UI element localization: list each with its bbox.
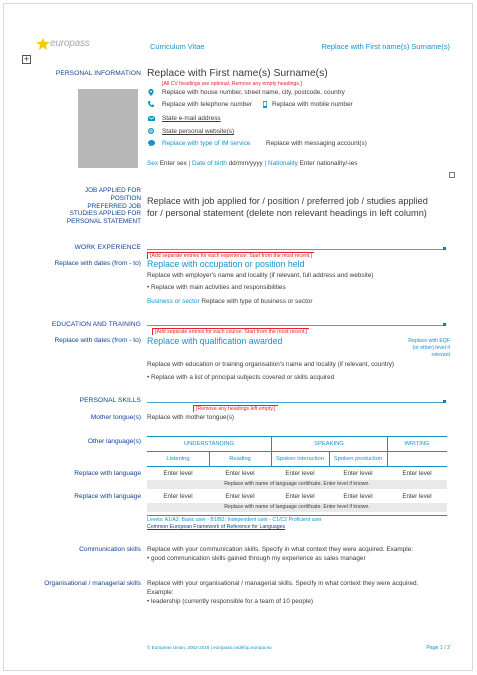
nationality-label: Nationality	[267, 160, 298, 167]
footer-copyright: © European Union, 2002-2018 | europass.cedefop.europa.eu	[147, 645, 272, 650]
education-note: [Add separate entries for each course. Start from the most recent.]	[152, 328, 309, 335]
table-mid-rule	[147, 451, 447, 452]
col-divider	[387, 436, 388, 466]
skills-section-rule	[147, 402, 446, 403]
listening-header: Listening	[166, 456, 190, 462]
education-heading: EDUCATION AND TRAINING	[51, 321, 141, 328]
mobile-phone-icon	[263, 101, 267, 108]
communication-line1[interactable]: Replace with your communication skills. Specify in what context they were acquired. Example:	[147, 546, 414, 553]
website-link[interactable]: State personal website(s)	[162, 128, 235, 135]
spoken-production-header: Spoken production	[333, 456, 383, 462]
sector-label: Business or sector	[147, 298, 200, 305]
table-bottom-rule	[147, 466, 447, 467]
job-label-2: POSITION	[110, 194, 141, 202]
reading-header: Reading	[229, 456, 251, 462]
level-spoken-production[interactable]: Enter level	[343, 493, 373, 500]
separator: |	[188, 160, 191, 167]
rule-end-marker	[443, 247, 446, 250]
level-listening[interactable]: Enter level	[163, 493, 193, 500]
job-applied-labels	[67, 187, 141, 226]
organisational-line1[interactable]: Replace with your organisational / managerial skills. Specify in what context they were acquired.	[147, 580, 419, 587]
nationality-value[interactable]: Enter nationality/-ies	[299, 160, 358, 167]
email-link[interactable]: State e-mail address	[162, 115, 221, 122]
level-listening[interactable]: Enter level	[163, 470, 193, 477]
dob-label: Date of birth	[192, 160, 227, 167]
communication-label: Communication skills	[79, 546, 141, 553]
level-reading[interactable]: Enter level	[225, 470, 255, 477]
sex-value[interactable]: Enter sex	[159, 160, 187, 167]
logo-text: europass	[50, 38, 90, 49]
move-handle-icon[interactable]: +	[23, 54, 30, 64]
job-label-4: STUDIES APPLIED FOR	[69, 210, 141, 218]
job-label-1: JOB APPLIED FOR	[84, 187, 141, 194]
work-employer[interactable]: Replace with employer's name and locality (if relevant, full address and website)	[147, 272, 374, 279]
education-dates[interactable]: Replace with dates (from - to)	[54, 337, 141, 344]
level-spoken-interaction[interactable]: Enter level	[285, 493, 315, 500]
eqf-line-1: Replace with EQF	[408, 338, 450, 344]
photo-placeholder[interactable]	[78, 89, 138, 168]
job-applied-line2[interactable]: for / personal statement (delete non relevant headings in left column)	[147, 208, 427, 218]
table-end-rule	[147, 515, 447, 516]
education-title[interactable]: Replace with qualification awarded	[147, 336, 283, 346]
personal-info-heading: PERSONAL INFORMATION	[55, 70, 141, 77]
messaging-account[interactable]: Replace with messaging account(s)	[266, 140, 367, 147]
work-title[interactable]: Replace with occupation or position held	[147, 259, 305, 269]
resize-handle[interactable]	[449, 172, 455, 178]
organisational-line3[interactable]: • leadership (currently responsible for a team of 10 people)	[147, 598, 313, 605]
level-writing[interactable]: Enter level	[402, 493, 432, 500]
level-spoken-interaction[interactable]: Enter level	[285, 470, 315, 477]
language-certificate[interactable]: Replace with name of language certificate. Enter level if known.	[147, 480, 447, 489]
telephone-text[interactable]: Replace with telephone number	[162, 101, 252, 108]
communication-line2[interactable]: • good communication skills gained through my experience as sales manager	[147, 555, 366, 562]
writing-header: WRITING	[404, 441, 430, 447]
work-dates[interactable]: Replace with dates (from - to)	[54, 260, 141, 267]
sector-value[interactable]: Replace with type of business or sector	[201, 298, 313, 305]
level-spoken-production[interactable]: Enter level	[343, 470, 373, 477]
cv-name[interactable]: Replace with First name(s) Surname(s)	[147, 68, 328, 79]
dob-value[interactable]: dd/mm/yyyy	[228, 160, 263, 167]
language-certificate[interactable]: Replace with name of language certificate. Enter level if known.	[147, 503, 447, 512]
eqf-line-3: relevant	[431, 352, 450, 358]
doc-title: Curriculum Vitae	[150, 42, 205, 51]
work-activities[interactable]: • Replace with main activities and responsibilities	[147, 284, 286, 291]
language-name[interactable]: Replace with language	[74, 493, 141, 500]
job-applied-line1[interactable]: Replace with job applied for / position / preferred job / studies applied	[147, 196, 428, 206]
level-writing[interactable]: Enter level	[402, 470, 432, 477]
work-sector	[147, 298, 313, 305]
rule-end-marker	[443, 400, 446, 403]
rule-end-marker	[443, 323, 446, 326]
separator: |	[264, 160, 267, 167]
cefr-link[interactable]: Common European Framework of Reference for Languages	[147, 524, 286, 530]
europass-star-icon	[36, 38, 50, 50]
telephone-icon	[148, 101, 154, 107]
sex-label: Sex	[147, 160, 159, 167]
personal-info-note: [All CV headings are optional. Remove any empty headings.]	[162, 81, 302, 87]
education-subjects[interactable]: • Replace with a list of principal subjects covered or skills acquired	[147, 374, 335, 381]
organisational-line2[interactable]: Example:	[147, 589, 174, 596]
personal-skills-heading: PERSONAL SKILLS	[79, 397, 141, 404]
spoken-interaction-header: Spoken interaction	[275, 456, 325, 462]
understanding-header: UNDERSTANDING	[183, 441, 235, 447]
level-reading[interactable]: Enter level	[225, 493, 255, 500]
website-globe-icon	[148, 128, 154, 134]
personal-details-line	[147, 160, 357, 167]
table-top-rule	[147, 436, 447, 437]
skills-note: [Remove any headings left empty.]	[193, 405, 278, 412]
work-note: [Add separate entries for each experience. Start from the most recent.]	[147, 252, 314, 259]
messaging-type[interactable]: Replace with type of IM service	[162, 140, 251, 147]
speaking-header: SPEAKING	[314, 441, 344, 447]
address-text[interactable]: Replace with house number, street name, city, postcode, country	[162, 89, 345, 96]
location-pin-icon	[148, 89, 154, 96]
mother-tongue-value[interactable]: Replace with mother tongue(s)	[147, 414, 235, 421]
eqf-line-2: (or other) level if	[412, 345, 450, 351]
work-experience-heading: WORK EXPERIENCE	[74, 244, 141, 251]
header-name: Replace with First name(s) Surname(s)	[321, 42, 450, 51]
job-label-5: PERSONAL STATEMENT	[66, 218, 141, 226]
education-organisation[interactable]: Replace with education or training organisation's name and locality (if relevant, country)	[147, 361, 395, 368]
mother-tongue-label: Mother tongue(s)	[90, 414, 141, 421]
mobile-text[interactable]: Replace with mobile number	[272, 101, 353, 108]
language-name[interactable]: Replace with language	[74, 470, 141, 477]
footer-page: Page 1 / 2	[426, 645, 450, 651]
job-label-3: PREFERRED JOB	[87, 202, 141, 210]
other-languages-label: Other language(s)	[87, 438, 141, 445]
levels-note: Levels: A1/A2: Basic user - B1/B2: Independent user - C1/C2 Proficient user	[147, 517, 322, 523]
eqf-level[interactable]	[408, 338, 450, 359]
messaging-icon	[148, 140, 155, 146]
email-icon	[148, 116, 155, 121]
organisational-label: Organisational / managerial skills	[44, 580, 141, 587]
language-table	[147, 436, 447, 520]
work-section-rule	[147, 249, 446, 250]
education-section-rule	[147, 325, 446, 326]
